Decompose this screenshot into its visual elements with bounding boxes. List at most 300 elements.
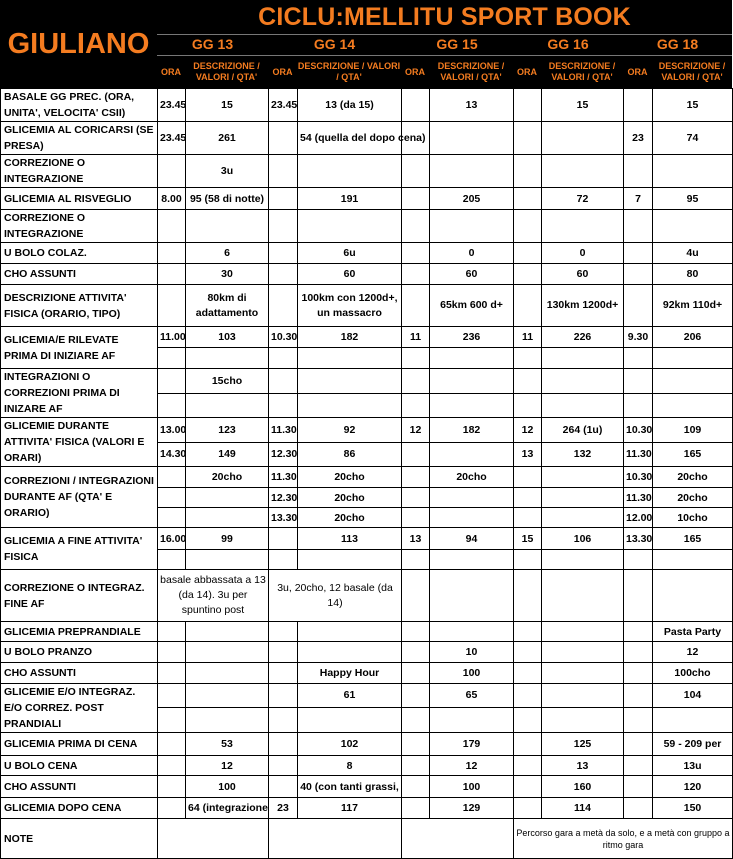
table-cell: 23 bbox=[624, 122, 653, 155]
table-cell: 13 bbox=[542, 756, 624, 776]
table-cell: 132 bbox=[542, 442, 624, 467]
table-cell bbox=[514, 642, 542, 663]
table-cell: 10.30 bbox=[624, 418, 653, 443]
table-cell bbox=[542, 348, 624, 369]
col-desc: DESCRIZIONE / VALORI / QTA' bbox=[658, 61, 726, 82]
table-cell: 10 bbox=[430, 642, 514, 663]
col-desc: DESCRIZIONE / VALORI / QTA' bbox=[437, 61, 505, 82]
table-cell: 129 bbox=[430, 798, 514, 819]
table-cell: 13 (da 15) bbox=[298, 89, 402, 122]
table-cell bbox=[402, 188, 430, 210]
table-cell bbox=[158, 622, 186, 642]
table-cell bbox=[402, 348, 430, 369]
table-cell bbox=[653, 369, 733, 394]
table-cell: 12 bbox=[514, 418, 542, 443]
table-row bbox=[1, 684, 733, 708]
table-cell bbox=[653, 348, 733, 369]
table-cell bbox=[269, 122, 298, 155]
row-label: GLICEMIE E/O INTEGRAZ. E/O CORREZ. POST PRANDIALI bbox=[1, 684, 158, 733]
table-cell: 103 bbox=[186, 327, 269, 348]
table-cell bbox=[624, 642, 653, 663]
logbook-table bbox=[0, 88, 733, 859]
table-cell bbox=[158, 285, 186, 327]
col-desc: DESCRIZIONE / VALORI / QTA' bbox=[297, 61, 401, 82]
table-cell bbox=[624, 393, 653, 418]
table-cell bbox=[158, 243, 186, 264]
table-cell bbox=[514, 733, 542, 756]
row-label: GLICEMIA/E RILEVATE PRIMA DI INIZIARE AF bbox=[1, 327, 158, 369]
table-cell: 114 bbox=[542, 798, 624, 819]
table-cell: 182 bbox=[298, 327, 402, 348]
table-cell bbox=[186, 348, 269, 369]
table-cell bbox=[653, 393, 733, 418]
table-cell: 100km con 1200d+, un massacro bbox=[298, 285, 402, 327]
table-cell bbox=[186, 393, 269, 418]
table-cell: 23.45 bbox=[158, 122, 186, 155]
table-cell: 100 bbox=[430, 776, 514, 798]
table-cell bbox=[298, 155, 402, 188]
table-cell: 165 bbox=[653, 528, 733, 550]
table-cell bbox=[624, 155, 653, 188]
row-label: CHO ASSUNTI bbox=[1, 776, 158, 798]
table-cell bbox=[158, 776, 186, 798]
table-cell bbox=[542, 707, 624, 732]
table-cell: 15 bbox=[653, 89, 733, 122]
table-cell: 4u bbox=[653, 243, 733, 264]
table-cell: 179 bbox=[430, 733, 514, 756]
table-cell: 54 (quella del dopo cena) bbox=[298, 122, 402, 155]
table-cell bbox=[298, 393, 402, 418]
table-cell bbox=[624, 798, 653, 819]
table-cell bbox=[624, 285, 653, 327]
table-row bbox=[1, 369, 733, 394]
table-cell bbox=[514, 467, 542, 488]
table-row bbox=[1, 327, 733, 348]
table-cell bbox=[158, 733, 186, 756]
table-cell: 92 bbox=[298, 418, 402, 443]
table-cell bbox=[514, 348, 542, 369]
table-cell: 11 bbox=[402, 327, 430, 348]
col-ora: ORA bbox=[405, 66, 425, 77]
table-cell bbox=[514, 285, 542, 327]
patient-name: GIULIANO bbox=[7, 27, 150, 60]
table-cell: 8 bbox=[298, 756, 402, 776]
table-cell bbox=[402, 264, 430, 285]
table-cell: 100 bbox=[430, 663, 514, 684]
table-cell: 205 bbox=[430, 188, 514, 210]
table-cell: 92km 110d+ bbox=[653, 285, 733, 327]
table-cell bbox=[542, 684, 624, 708]
table-cell: 191 bbox=[298, 188, 402, 210]
table-cell bbox=[269, 776, 298, 798]
table-cell: 10.30 bbox=[624, 467, 653, 488]
row-label: GLICEMIA PRIMA DI CENA bbox=[1, 733, 158, 756]
table-cell: 120 bbox=[653, 776, 733, 798]
table-cell bbox=[542, 122, 624, 155]
table-cell: 12 bbox=[430, 756, 514, 776]
table-cell bbox=[186, 488, 269, 508]
table-cell bbox=[430, 550, 514, 570]
table-cell bbox=[430, 488, 514, 508]
table-cell bbox=[269, 348, 298, 369]
day-header-18: GG 18 bbox=[656, 36, 699, 52]
table-cell bbox=[624, 756, 653, 776]
table-cell: 15 bbox=[514, 528, 542, 550]
table-cell bbox=[624, 369, 653, 394]
table-cell bbox=[514, 155, 542, 188]
table-cell: 12.30 bbox=[269, 488, 298, 508]
table-cell: 11.30 bbox=[624, 488, 653, 508]
table-cell bbox=[298, 642, 402, 663]
row-label: GLICEMIA PREPRANDIALE bbox=[1, 622, 158, 642]
table-cell: 13.30 bbox=[269, 508, 298, 528]
row-label: INTEGRAZIONI O CORREZIONI PRIMA DI INIZARE AF bbox=[1, 369, 158, 418]
table-cell bbox=[514, 550, 542, 570]
table-cell bbox=[186, 622, 269, 642]
table-cell: 117 bbox=[298, 798, 402, 819]
table-cell bbox=[542, 488, 624, 508]
table-row bbox=[1, 798, 733, 819]
table-cell bbox=[402, 369, 430, 394]
row-label: GLICEMIE DURANTE ATTIVITA' FISICA (VALORI E ORARI) bbox=[1, 418, 158, 467]
table-cell: 13 bbox=[514, 442, 542, 467]
row-label: CHO ASSUNTI bbox=[1, 663, 158, 684]
table-cell: 20cho bbox=[298, 467, 402, 488]
table-cell bbox=[542, 622, 624, 642]
table-cell: 0 bbox=[430, 243, 514, 264]
table-cell bbox=[430, 442, 514, 467]
table-cell bbox=[269, 550, 298, 570]
table-cell: 80km di adattamento bbox=[186, 285, 269, 327]
col-desc: DESCRIZIONE / VALORI / QTA' bbox=[193, 61, 260, 82]
table-cell bbox=[158, 798, 186, 819]
table-cell: 20cho bbox=[298, 488, 402, 508]
table-cell bbox=[158, 369, 186, 394]
table-cell bbox=[514, 243, 542, 264]
page-title: CICLU:MELLITU SPORT BOOK bbox=[258, 3, 631, 31]
table-cell: 13 bbox=[402, 528, 430, 550]
table-cell: 236 bbox=[430, 327, 514, 348]
table-cell bbox=[269, 733, 298, 756]
table-cell bbox=[158, 707, 186, 732]
day-header-15: GG 15 bbox=[436, 36, 478, 52]
table-cell: 3u, 20cho, 12 basale (da 14) bbox=[269, 570, 402, 622]
table-cell: 11.30 bbox=[269, 467, 298, 488]
table-cell: 165 bbox=[653, 442, 733, 467]
table-cell: 15cho bbox=[186, 369, 269, 394]
table-cell: 3u bbox=[186, 155, 269, 188]
table-cell: 20cho bbox=[430, 467, 514, 488]
table-cell: 11 bbox=[514, 327, 542, 348]
table-cell: 12.30 bbox=[269, 442, 298, 467]
table-cell bbox=[430, 155, 514, 188]
table-cell bbox=[269, 663, 298, 684]
table-cell: 20cho bbox=[186, 467, 269, 488]
table-cell bbox=[402, 442, 430, 467]
table-cell: 13u bbox=[653, 756, 733, 776]
table-cell bbox=[542, 508, 624, 528]
table-cell: 100 bbox=[186, 776, 269, 798]
table-cell bbox=[158, 210, 186, 243]
table-cell bbox=[269, 264, 298, 285]
table-cell: 104 bbox=[653, 684, 733, 708]
table-row bbox=[1, 756, 733, 776]
table-cell bbox=[624, 89, 653, 122]
table-cell: 30 bbox=[186, 264, 269, 285]
table-row bbox=[1, 210, 733, 243]
row-label: GLICEMIA AL RISVEGLIO bbox=[1, 188, 158, 210]
table-cell bbox=[269, 243, 298, 264]
table-cell: 0 bbox=[542, 243, 624, 264]
table-cell: 95 (58 di notte) bbox=[186, 188, 269, 210]
table-row bbox=[1, 570, 733, 622]
table-cell bbox=[298, 622, 402, 642]
table-cell: 23 bbox=[269, 798, 298, 819]
table-cell bbox=[158, 348, 186, 369]
table-cell: 13.00 bbox=[158, 418, 186, 443]
table-row bbox=[1, 264, 733, 285]
table-cell bbox=[430, 122, 514, 155]
table-cell bbox=[624, 663, 653, 684]
table-cell bbox=[514, 210, 542, 243]
table-row bbox=[1, 89, 733, 122]
table-cell bbox=[158, 642, 186, 663]
day-header-14: GG 14 bbox=[313, 36, 356, 52]
table-cell: 150 bbox=[653, 798, 733, 819]
table-cell bbox=[653, 570, 733, 622]
table-cell bbox=[158, 155, 186, 188]
table-cell: 74 bbox=[653, 122, 733, 155]
table-row bbox=[1, 528, 733, 550]
table-row bbox=[1, 819, 733, 859]
table-cell bbox=[298, 369, 402, 394]
table-cell bbox=[402, 819, 514, 859]
table-cell: 23.45 bbox=[158, 89, 186, 122]
table-row bbox=[1, 122, 733, 155]
table-cell: 125 bbox=[542, 733, 624, 756]
table-cell bbox=[542, 369, 624, 394]
table-cell: 10cho bbox=[653, 508, 733, 528]
table-cell bbox=[298, 210, 402, 243]
table-cell bbox=[402, 550, 430, 570]
table-cell bbox=[402, 285, 430, 327]
table-cell: 15 bbox=[542, 89, 624, 122]
table-cell bbox=[186, 210, 269, 243]
table-cell: 11.00 bbox=[158, 327, 186, 348]
table-cell bbox=[158, 467, 186, 488]
table-cell bbox=[514, 570, 542, 622]
row-label: GLICEMIA AL CORICARSI (SE PRESA) bbox=[1, 122, 158, 155]
table-cell: 65 bbox=[430, 684, 514, 708]
table-cell bbox=[514, 122, 542, 155]
row-label: GLICEMIA DOPO CENA bbox=[1, 798, 158, 819]
table-cell: 12 bbox=[653, 642, 733, 663]
table-cell bbox=[402, 508, 430, 528]
table-cell: 13 bbox=[430, 89, 514, 122]
table-cell: 86 bbox=[298, 442, 402, 467]
table-cell bbox=[624, 707, 653, 732]
table-cell bbox=[430, 210, 514, 243]
table-cell bbox=[514, 707, 542, 732]
table-row bbox=[1, 243, 733, 264]
table-cell: 94 bbox=[430, 528, 514, 550]
table-cell: 102 bbox=[298, 733, 402, 756]
table-cell bbox=[402, 663, 430, 684]
table-cell bbox=[402, 89, 430, 122]
table-cell bbox=[186, 550, 269, 570]
table-cell: 6 bbox=[186, 243, 269, 264]
table-cell bbox=[514, 508, 542, 528]
table-cell: 15 bbox=[186, 89, 269, 122]
table-cell bbox=[158, 393, 186, 418]
row-label: GLICEMIA A FINE ATTIVITA' FISICA bbox=[1, 528, 158, 570]
table-cell bbox=[158, 550, 186, 570]
table-cell: 11.30 bbox=[624, 442, 653, 467]
table-cell bbox=[402, 243, 430, 264]
table-cell: 60 bbox=[542, 264, 624, 285]
table-cell: 123 bbox=[186, 418, 269, 443]
row-label: CORREZIONE O INTEGRAZIONE bbox=[1, 155, 158, 188]
col-ora: ORA bbox=[627, 66, 648, 77]
table-cell bbox=[402, 684, 430, 708]
row-label: CORREZIONI / INTEGRAZIONI DURANTE AF (QTA' E ORARIO) bbox=[1, 467, 158, 528]
table-cell bbox=[186, 508, 269, 528]
row-label: U BOLO COLAZ. bbox=[1, 243, 158, 264]
table-cell: 12 bbox=[402, 418, 430, 443]
row-label: NOTE bbox=[1, 819, 158, 859]
table-cell bbox=[402, 622, 430, 642]
table-cell bbox=[514, 188, 542, 210]
table-cell bbox=[624, 550, 653, 570]
table-cell bbox=[186, 707, 269, 732]
table-cell bbox=[624, 210, 653, 243]
table-cell: 8.00 bbox=[158, 188, 186, 210]
table-cell bbox=[624, 622, 653, 642]
table-cell bbox=[158, 684, 186, 708]
table-cell bbox=[430, 570, 514, 622]
table-cell bbox=[402, 467, 430, 488]
table-cell: 53 bbox=[186, 733, 269, 756]
table-cell: 65km 600 d+ bbox=[430, 285, 514, 327]
table-cell: 12 bbox=[186, 756, 269, 776]
table-cell: 261 bbox=[186, 122, 269, 155]
table-cell: basale abbassata a 13 (da 14). 3u per spuntino post bbox=[158, 570, 269, 622]
table-cell bbox=[514, 756, 542, 776]
table-cell bbox=[298, 550, 402, 570]
table-cell bbox=[514, 684, 542, 708]
table-cell bbox=[402, 642, 430, 663]
table-cell bbox=[158, 819, 269, 859]
table-cell: 20cho bbox=[653, 488, 733, 508]
table-cell bbox=[269, 622, 298, 642]
table-cell bbox=[542, 642, 624, 663]
row-label: CHO ASSUNTI bbox=[1, 264, 158, 285]
table-cell bbox=[542, 570, 624, 622]
table-cell bbox=[430, 622, 514, 642]
table-cell bbox=[514, 264, 542, 285]
table-cell bbox=[158, 663, 186, 684]
table-cell bbox=[514, 798, 542, 819]
table-cell: Pasta Party bbox=[653, 622, 733, 642]
col-desc: DESCRIZIONE / VALORI / QTA' bbox=[548, 61, 616, 82]
table-row bbox=[1, 642, 733, 663]
table-cell: 149 bbox=[186, 442, 269, 467]
table-cell: 23.45 bbox=[269, 89, 298, 122]
table-cell bbox=[269, 285, 298, 327]
table-cell: 106 bbox=[542, 528, 624, 550]
col-ora: ORA bbox=[517, 66, 537, 77]
table-cell bbox=[430, 369, 514, 394]
table-cell bbox=[653, 155, 733, 188]
table-cell: 6u bbox=[298, 243, 402, 264]
table-cell: 109 bbox=[653, 418, 733, 443]
table-row bbox=[1, 622, 733, 642]
table-cell bbox=[624, 733, 653, 756]
table-cell bbox=[186, 642, 269, 663]
col-ora: ORA bbox=[161, 66, 181, 77]
table-cell bbox=[402, 707, 430, 732]
table-cell bbox=[542, 467, 624, 488]
table-cell bbox=[624, 570, 653, 622]
table-cell bbox=[624, 684, 653, 708]
table-cell bbox=[298, 348, 402, 369]
table-cell bbox=[542, 155, 624, 188]
day-header-16: GG 16 bbox=[547, 36, 589, 52]
table-cell bbox=[430, 393, 514, 418]
table-cell: 13.30 bbox=[624, 528, 653, 550]
table-cell: 20cho bbox=[298, 508, 402, 528]
table-cell bbox=[402, 756, 430, 776]
table-cell: 99 bbox=[186, 528, 269, 550]
table-cell: 64 (integrazione bbox=[186, 798, 269, 819]
table-cell bbox=[186, 684, 269, 708]
table-row bbox=[1, 467, 733, 488]
row-label: CORREZIONE O INTEGRAZIONE bbox=[1, 210, 158, 243]
table-cell: 9.30 bbox=[624, 327, 653, 348]
table-cell bbox=[402, 210, 430, 243]
table-cell bbox=[542, 550, 624, 570]
table-cell bbox=[158, 756, 186, 776]
table-cell: 40 (con tanti grassi, bbox=[298, 776, 402, 798]
table-row bbox=[1, 155, 733, 188]
table-cell bbox=[269, 528, 298, 550]
table-cell: 60 bbox=[298, 264, 402, 285]
table-cell: 11.30 bbox=[269, 418, 298, 443]
table-cell bbox=[624, 776, 653, 798]
table-cell bbox=[430, 348, 514, 369]
table-cell bbox=[542, 663, 624, 684]
table-cell bbox=[402, 570, 430, 622]
table-cell bbox=[514, 776, 542, 798]
table-cell bbox=[269, 819, 402, 859]
table-cell bbox=[269, 369, 298, 394]
table-cell bbox=[653, 707, 733, 732]
table-cell: 7 bbox=[624, 188, 653, 210]
table-cell bbox=[402, 155, 430, 188]
table-cell: 20cho bbox=[653, 467, 733, 488]
table-row bbox=[1, 285, 733, 327]
table-cell bbox=[542, 393, 624, 418]
table-cell bbox=[624, 264, 653, 285]
table-cell bbox=[430, 707, 514, 732]
table-cell: 14.30 bbox=[158, 442, 186, 467]
day-header-13: GG 13 bbox=[191, 36, 234, 52]
table-cell bbox=[402, 393, 430, 418]
table-row bbox=[1, 663, 733, 684]
col-ora: ORA bbox=[272, 66, 293, 77]
table-cell: 182 bbox=[430, 418, 514, 443]
note-text: Percorso gara a metà da solo, e a metà con gruppo a ritmo gara bbox=[514, 819, 733, 859]
